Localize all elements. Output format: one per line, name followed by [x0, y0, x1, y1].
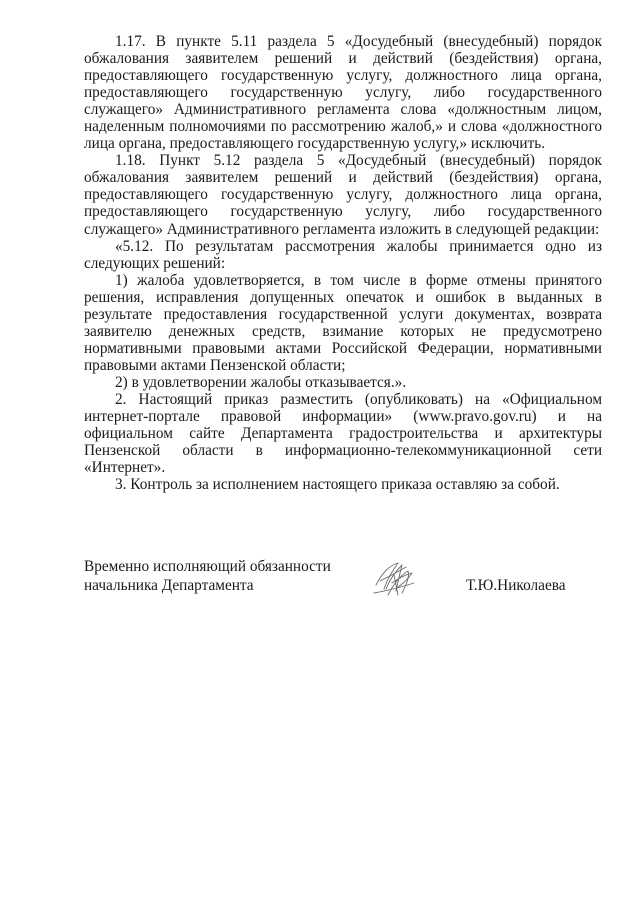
paragraph-1-17: 1.17. В пункте 5.11 раздела 5 «Досудебный (внесудебный) порядок обжалования заявителем решений и действий (бездействия) органа, предоставляющего государственную услугу, должностного лица органа, предоставляющего государственную услугу, либо государственного служащего» Административного регламента слова «должностным лицом, наделенным полномочиями по рассмотрению жалоб,» и слова «должностного лица органа, предоставляющего государственную услугу,» исключить. [84, 33, 602, 153]
signatory-name: Т.Ю.Николаева [466, 577, 566, 594]
paragraph-publish: 2. Настоящий приказ разместить (опубликовать) на «Официальном интернет-портале правовой информации» (www.pravo.gov.ru) и на официальном сайте Департамента градостроительства и архитектуры Пензенской области в информационно-телекоммуникационной сети «Интернет». [84, 390, 602, 477]
paragraph-1-18: 1.18. Пункт 5.12 раздела 5 «Досудебный (внесудебный) порядок обжалования заявителем решений и действий (бездействия) органа, предоставляющего государственную услугу, должностного лица органа, предоставляющего государственную услугу, либо государственного служащего» Административного регламента изложить в следующей редакции: [84, 152, 602, 238]
paragraph-decision-1: 1) жалоба удовлетворяется, в том числе в форме отмены принятого решения, исправления допущенных опечаток и ошибок в выданных в результате предоставления государственной услуги документах, возврата заявителю денежных средств, взимание которых не предусмотрено нормативными правовыми актами Российской Федерации, нормативными правовыми актами Пензенской области; [84, 271, 602, 374]
signatory-position-line-1: Временно исполняющий обязанности [84, 558, 331, 575]
signatory-position [84, 557, 331, 595]
document-body [84, 33, 602, 493]
paragraph-5-12: «5.12. По результатам рассмотрения жалобы принимается одно из следующих решений: [84, 237, 602, 272]
paragraph-control: 3. Контроль за исполнением настоящего приказа оставляю за собой. [115, 476, 560, 494]
handwritten-signature-icon [368, 555, 420, 601]
paragraph-decision-2: 2) в удовлетворении жалобы отказывается.». [115, 373, 407, 391]
signatory-position-line-2: начальника Департамента [84, 577, 254, 594]
